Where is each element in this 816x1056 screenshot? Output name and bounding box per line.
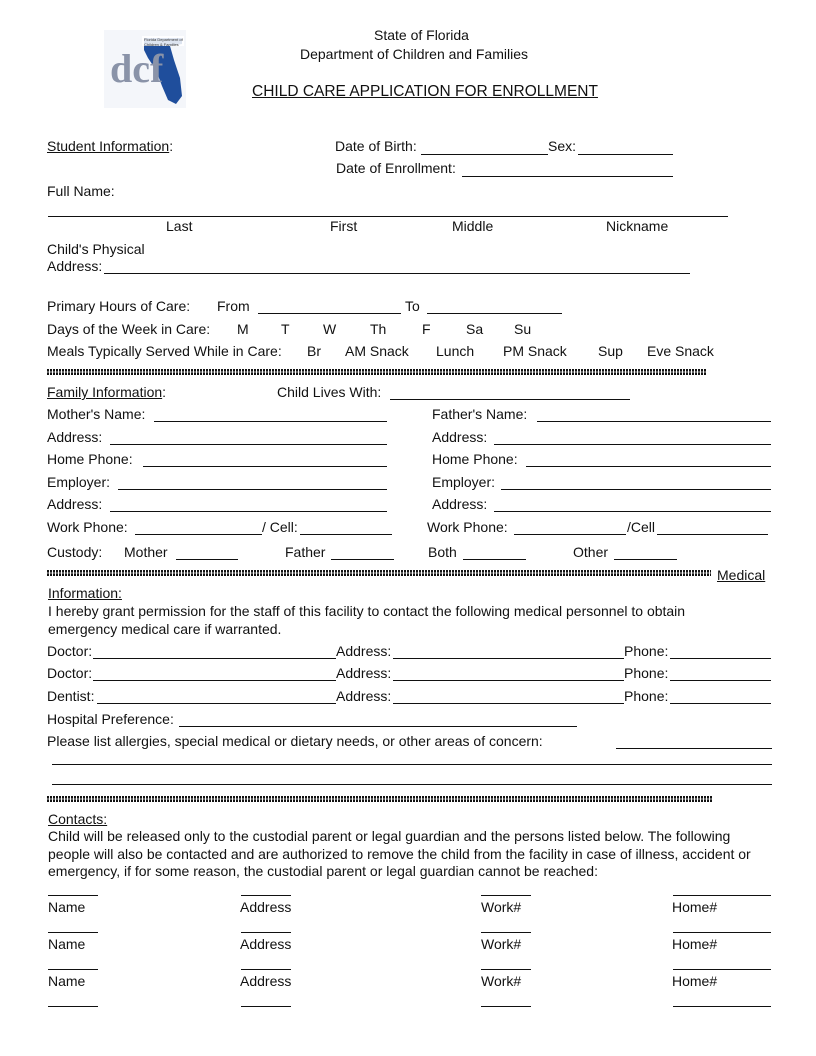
contact-3-address-field[interactable]: [241, 969, 291, 970]
physical-address-label: Child's Physical: [47, 241, 145, 257]
student-info-heading: Student Information:: [47, 138, 174, 154]
dentist-phone-label: Phone:: [624, 688, 669, 704]
dentist-address-field[interactable]: [393, 703, 624, 704]
custody-mother: Mother: [124, 544, 168, 560]
contact-3-work-field[interactable]: [481, 969, 531, 970]
contact-1-name-label: Name: [48, 899, 86, 915]
dentist-address-label: Address:: [336, 688, 392, 704]
doctor-2-phone-label: Phone:: [624, 665, 669, 681]
father-home-phone-label: Home Phone:: [432, 451, 518, 467]
contact-1-home-field[interactable]: [673, 895, 771, 896]
mother-employer-label: Employer:: [47, 474, 111, 490]
contact-4-work-field[interactable]: [481, 1006, 531, 1007]
days-label: Days of the Week in Care:: [47, 321, 211, 337]
contact-2-work-field[interactable]: [481, 932, 531, 933]
doctor-2-label: Doctor:: [47, 665, 93, 681]
name-part-first: First: [330, 218, 358, 234]
day-sa[interactable]: Sa: [466, 321, 484, 337]
medical-permission-text: I hereby grant permission for the staff of this facility to contact the following medical personnel to obtain emergency medical care if warranted.: [48, 603, 686, 637]
mother-employer-field[interactable]: [118, 489, 387, 490]
contact-2-address-label: Address: [240, 936, 292, 952]
day-th[interactable]: Th: [370, 321, 387, 337]
contact-2-name-label: Name: [48, 936, 86, 952]
svg-text:Florida Department of: Florida Department of: [144, 37, 183, 42]
allergies-field-1[interactable]: [616, 748, 772, 749]
section-divider: [47, 796, 713, 802]
contact-1-address-label: Address: [240, 899, 292, 915]
custody-mother-field[interactable]: [176, 559, 238, 560]
contact-3-name-label: Name: [48, 973, 86, 989]
from-label: From: [217, 298, 250, 314]
father-employer-address-label: Address:: [432, 496, 488, 512]
mother-address-label: Address:: [47, 429, 103, 445]
contact-3-name-field[interactable]: [48, 969, 98, 970]
father-employer-address-field[interactable]: [494, 511, 771, 512]
state-name: State of Florida: [374, 27, 469, 43]
full-name-field[interactable]: [48, 216, 728, 217]
section-divider: [47, 570, 711, 576]
custody-father-field[interactable]: [331, 559, 394, 560]
mother-home-phone-field[interactable]: [143, 466, 387, 467]
department-name: Department of Children and Families: [300, 46, 528, 62]
doctor-1-label: Doctor:: [47, 643, 93, 659]
mother-employer-address-label: Address:: [47, 496, 103, 512]
hospital-field[interactable]: [179, 726, 577, 727]
doctor-2-address-label: Address:: [336, 665, 392, 681]
allergies-label: Please list allergies, special medical or dietary needs, or other areas of concern:: [47, 733, 543, 749]
mother-employer-address-field[interactable]: [110, 511, 387, 512]
day-su[interactable]: Su: [514, 321, 532, 337]
hours-from-field[interactable]: [258, 313, 401, 314]
mother-address-field[interactable]: [110, 444, 387, 445]
doctor-1-address-label: Address:: [336, 643, 392, 659]
father-cell-field[interactable]: [657, 534, 768, 535]
logo-letters: dcf: [110, 46, 164, 91]
doctor-2-phone-field[interactable]: [670, 680, 771, 681]
father-work-phone-field[interactable]: [514, 534, 626, 535]
meal-sup[interactable]: Sup: [598, 343, 623, 359]
name-part-middle: Middle: [452, 218, 494, 234]
custody-label: Custody:: [47, 544, 103, 560]
custody-father: Father: [285, 544, 326, 560]
contact-1-home-label: Home#: [672, 899, 718, 915]
mother-name-field[interactable]: [154, 421, 387, 422]
meals-label: Meals Typically Served While in Care:: [47, 343, 282, 359]
day-m[interactable]: M: [237, 321, 249, 337]
contact-4-home-field[interactable]: [673, 1006, 771, 1007]
medical-heading-2: Information:: [48, 585, 122, 601]
allergies-field-3[interactable]: [52, 784, 772, 785]
dob-label: Date of Birth:: [335, 138, 417, 154]
doctor-2-field[interactable]: [93, 680, 336, 681]
contact-2-address-field[interactable]: [241, 932, 291, 933]
medical-heading: Medical: [717, 567, 766, 583]
mother-work-phone-field[interactable]: [135, 534, 262, 535]
day-w[interactable]: W: [323, 321, 337, 337]
contact-3-home-field[interactable]: [673, 969, 771, 970]
section-divider: [47, 369, 706, 375]
name-part-nickname: Nickname: [606, 218, 669, 234]
contact-2-home-field[interactable]: [673, 932, 771, 933]
contact-1-name-field[interactable]: [48, 895, 98, 896]
father-cell-label: /Cell: [627, 519, 656, 535]
florida-map-icon: [104, 30, 186, 108]
contact-4-name-field[interactable]: [48, 1006, 98, 1007]
father-home-phone-field[interactable]: [526, 466, 771, 467]
father-employer-field[interactable]: [501, 489, 771, 490]
doctor-1-phone-field[interactable]: [670, 658, 771, 659]
custody-other-field[interactable]: [614, 559, 677, 560]
lives-with-field[interactable]: [390, 399, 630, 400]
sex-label: Sex:: [548, 138, 577, 154]
doctor-2-address-field[interactable]: [393, 680, 624, 681]
day-t[interactable]: T: [281, 321, 290, 337]
father-address-label: Address:: [432, 429, 488, 445]
allergies-field-2[interactable]: [52, 764, 772, 765]
lives-with-label: Child Lives With:: [277, 384, 382, 400]
contact-2-work-label: Work#: [481, 936, 522, 952]
dentist-field[interactable]: [97, 703, 336, 704]
father-address-field[interactable]: [494, 444, 771, 445]
name-part-last: Last: [166, 218, 193, 234]
contact-2-name-field[interactable]: [48, 932, 98, 933]
doctor-1-field[interactable]: [93, 658, 336, 659]
to-label: To: [405, 298, 420, 314]
doctor-1-phone-label: Phone:: [624, 643, 669, 659]
contacts-text: Child will be released only to the custodial parent or legal guardian and the persons listed below. The following people will also be contacted and are authorized to remove the child from the facility in case of illness, accident or emergency, if for some reason, the custodial parent or legal guardian cannot be reached:: [48, 828, 751, 879]
contact-2-home-label: Home#: [672, 936, 718, 952]
father-employer-label: Employer:: [432, 474, 496, 490]
mother-cell-label: / Cell:: [262, 519, 298, 535]
mother-work-phone-label: Work Phone:: [47, 519, 128, 535]
father-name-label: Father's Name:: [432, 406, 528, 422]
full-name-label: Full Name:: [47, 183, 115, 199]
father-work-phone-label: Work Phone:: [427, 519, 508, 535]
meal-br[interactable]: Br: [307, 343, 321, 359]
sex-field[interactable]: [578, 154, 673, 155]
mother-home-phone-label: Home Phone:: [47, 451, 133, 467]
dob-field[interactable]: [421, 154, 548, 155]
custody-other: Other: [573, 544, 609, 560]
hours-to-field[interactable]: [427, 313, 562, 314]
hours-label: Primary Hours of Care:: [47, 298, 191, 314]
svg-text:Children & Families: Children & Families: [144, 42, 179, 47]
dcf-logo: [104, 30, 186, 108]
mother-cell-field[interactable]: [300, 534, 392, 535]
enrollment-date-label: Date of Enrollment:: [336, 160, 456, 176]
hospital-label: Hospital Preference:: [47, 711, 174, 727]
contact-1-address-field[interactable]: [241, 895, 291, 896]
contact-3-address-label: Address: [240, 973, 292, 989]
custody-both: Both: [428, 544, 457, 560]
enrollment-date-field[interactable]: [462, 176, 673, 177]
dentist-phone-field[interactable]: [670, 703, 771, 704]
meal-pm-snack[interactable]: PM Snack: [503, 343, 567, 359]
contact-3-work-label: Work#: [481, 973, 522, 989]
physical-address-label-2: Address:: [47, 258, 103, 274]
contact-4-address-field[interactable]: [241, 1006, 291, 1007]
contact-1-work-label: Work#: [481, 899, 522, 915]
dentist-label: Dentist:: [47, 688, 95, 704]
day-f[interactable]: F: [422, 321, 431, 337]
contact-1-work-field[interactable]: [481, 895, 531, 896]
mother-name-label: Mother's Name:: [47, 406, 146, 422]
form-title: CHILD CARE APPLICATION FOR ENROLLMENT: [252, 83, 598, 100]
contacts-heading: Contacts:: [48, 811, 108, 827]
physical-address-field[interactable]: [104, 273, 690, 274]
custody-both-field[interactable]: [463, 559, 526, 560]
meal-eve-snack[interactable]: Eve Snack: [647, 343, 714, 359]
meal-am-snack[interactable]: AM Snack: [345, 343, 409, 359]
family-info-heading: Family Information:: [47, 384, 167, 400]
meal-lunch[interactable]: Lunch: [436, 343, 475, 359]
doctor-1-address-field[interactable]: [393, 658, 624, 659]
father-name-field[interactable]: [537, 421, 771, 422]
contact-3-home-label: Home#: [672, 973, 718, 989]
